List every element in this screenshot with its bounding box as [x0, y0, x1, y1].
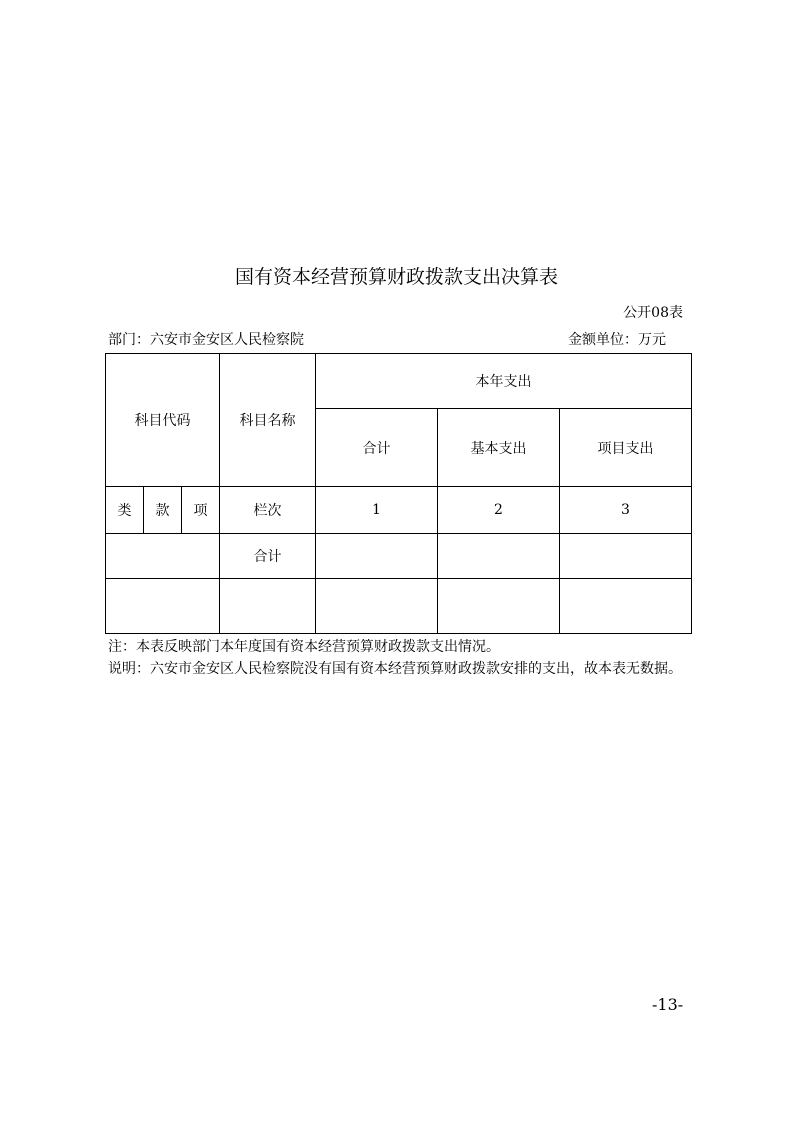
- total-row-label: 合计: [220, 534, 316, 579]
- table-row: [106, 579, 692, 634]
- column-number-1: 1: [316, 487, 438, 534]
- department-label: 部门：六安市金安区人民检察院: [108, 332, 304, 348]
- column-number-3: 3: [560, 487, 692, 534]
- empty-code-cell: [106, 579, 220, 634]
- page-number: -13-: [652, 995, 684, 1014]
- empty-total-cell: [316, 579, 438, 634]
- header-current-year-expenditure: 本年支出: [316, 354, 692, 409]
- total-row-project-cell: [560, 534, 692, 579]
- form-code: 公开08表: [623, 305, 683, 321]
- total-row-code-cell: [106, 534, 220, 579]
- header-subject-code: 科目代码: [106, 354, 220, 487]
- explanation-line: 说明：六安市金安区人民检察院没有国有资本经营预算财政拨款安排的支出，故本表无数据。: [108, 661, 682, 677]
- subheader-section: 款: [144, 487, 182, 534]
- header-total: 合计: [316, 409, 438, 487]
- subheader-column-number: 栏次: [220, 487, 316, 534]
- empty-basic-cell: [438, 579, 560, 634]
- empty-name-cell: [220, 579, 316, 634]
- page-title: 国有资本经营预算财政拨款支出决算表: [234, 266, 558, 288]
- notes: [108, 636, 682, 680]
- empty-project-cell: [560, 579, 692, 634]
- subheader-class: 类: [106, 487, 144, 534]
- expenditure-table: [105, 353, 692, 634]
- total-row-basic-cell: [438, 534, 560, 579]
- header-basic-expenditure: 基本支出: [438, 409, 560, 487]
- subheader-item: 项: [182, 487, 220, 534]
- amount-unit-label: 金额单位：万元: [568, 332, 666, 348]
- column-number-2: 2: [438, 487, 560, 534]
- total-row-total-cell: [316, 534, 438, 579]
- header-subject-name: 科目名称: [220, 354, 316, 487]
- note-line: 注：本表反映部门本年度国有资本经营预算财政拨款支出情况。: [108, 639, 500, 655]
- table-row: [106, 534, 692, 579]
- table-row: [106, 487, 692, 534]
- header-project-expenditure: 项目支出: [560, 409, 692, 487]
